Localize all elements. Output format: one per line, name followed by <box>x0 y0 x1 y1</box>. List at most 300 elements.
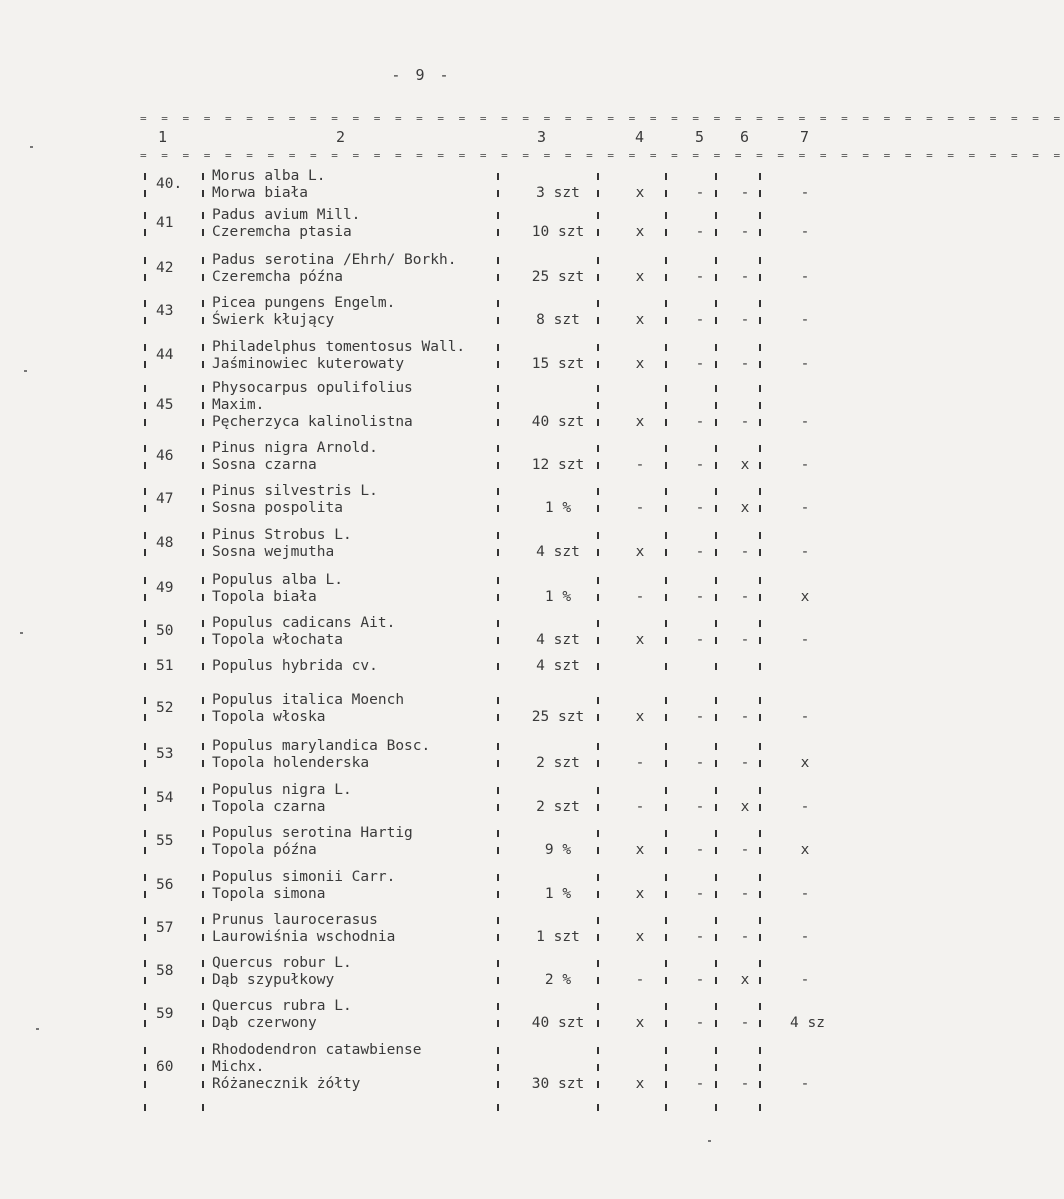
column-separator <box>597 212 599 219</box>
column-separator <box>759 830 761 837</box>
species-names <box>212 998 352 1032</box>
species-name: Quercus rubra L. <box>212 998 352 1014</box>
column-separator <box>144 300 146 307</box>
species-name: Rhododendron catawbiense <box>212 1042 422 1058</box>
column-separator <box>597 274 599 281</box>
column-separator <box>759 1003 761 1010</box>
column-separator <box>759 462 761 469</box>
mark-col-6: - <box>740 886 750 902</box>
column-separator <box>665 505 667 512</box>
column-separator <box>144 462 146 469</box>
column-separator <box>202 663 204 670</box>
quantity: 2 szt <box>536 799 580 815</box>
row-number: 51 <box>156 658 174 674</box>
column-separator <box>759 173 761 180</box>
mark-col-4: x <box>635 886 645 902</box>
column-separator <box>497 787 499 794</box>
species-names <box>212 527 352 561</box>
mark-col-4: - <box>635 755 645 771</box>
mark-col-7: - <box>800 457 810 473</box>
mark-col-7: x <box>800 842 810 858</box>
mark-col-6: - <box>740 544 750 560</box>
column-separator <box>759 1104 761 1111</box>
column-separator <box>497 361 499 368</box>
column-separator <box>202 1020 204 1027</box>
table-row <box>140 912 843 954</box>
species-name: Pinus nigra Arnold. <box>212 440 378 456</box>
column-separator <box>497 637 499 644</box>
column-separator <box>202 505 204 512</box>
column-separator <box>597 317 599 324</box>
species-name: Populus serotina Hartig <box>212 825 413 841</box>
species-name: Czeremcha ptasia <box>212 224 352 240</box>
row-number: 47 <box>156 491 174 507</box>
row-number: 55 <box>156 833 174 849</box>
column-separator <box>144 344 146 351</box>
species-name: Laurowiśnia wschodnia <box>212 929 396 945</box>
mark-col-6: x <box>740 799 750 815</box>
column-separator <box>497 488 499 495</box>
table-row <box>140 168 843 210</box>
column-separator <box>665 594 667 601</box>
column-separator <box>497 385 499 392</box>
column-separator <box>144 874 146 881</box>
species-name: Topola holenderska <box>212 755 370 771</box>
column-separator <box>144 697 146 704</box>
species-name: Pinus silvestris L. <box>212 483 378 499</box>
species-names <box>212 615 395 649</box>
header-col-3: 3 <box>537 128 547 146</box>
species-name: Dąb czerwony <box>212 1015 317 1031</box>
column-separator <box>144 1081 146 1088</box>
column-separator <box>597 1020 599 1027</box>
column-separator <box>202 804 204 811</box>
mark-col-7: - <box>800 500 810 516</box>
column-separator <box>202 1047 204 1054</box>
row-number: 58 <box>156 963 174 979</box>
column-separator <box>715 1081 717 1088</box>
column-separator <box>144 212 146 219</box>
mark-col-7: - <box>800 414 810 430</box>
mark-col-4: x <box>635 929 645 945</box>
column-separator <box>665 173 667 180</box>
row-number: 54 <box>156 790 174 806</box>
table-row <box>140 782 843 824</box>
mark-col-4: - <box>635 457 645 473</box>
column-separator <box>759 874 761 881</box>
scan-speck <box>36 1028 39 1030</box>
species-name: Sosna czarna <box>212 457 317 473</box>
column-separator <box>759 505 761 512</box>
column-separator <box>665 274 667 281</box>
mark-col-6: - <box>740 312 750 328</box>
column-separator <box>759 714 761 721</box>
column-separator <box>144 804 146 811</box>
column-separator <box>665 300 667 307</box>
column-separator <box>497 577 499 584</box>
quantity: 40 szt <box>531 1015 585 1031</box>
column-separator <box>497 620 499 627</box>
species-name: Topola włoska <box>212 709 326 725</box>
column-separator <box>759 317 761 324</box>
quantity: 25 szt <box>531 269 585 285</box>
column-separator <box>715 594 717 601</box>
quantity: 4 szt <box>536 544 580 560</box>
column-separator <box>202 462 204 469</box>
mark-col-4: x <box>635 1076 645 1092</box>
species-names <box>212 782 352 816</box>
species-name: Morwa biała <box>212 185 309 201</box>
column-separator <box>715 229 717 236</box>
scan-speck <box>24 370 27 372</box>
column-separator <box>715 462 717 469</box>
column-separator <box>665 697 667 704</box>
scan-speck <box>20 632 23 634</box>
species-name: Populus alba L. <box>212 572 343 588</box>
column-separator <box>715 830 717 837</box>
column-separator <box>597 1003 599 1010</box>
column-separator <box>715 190 717 197</box>
column-separator <box>759 257 761 264</box>
column-separator <box>597 1064 599 1071</box>
column-separator <box>715 1020 717 1027</box>
column-separator <box>715 874 717 881</box>
quantity: 15 szt <box>531 356 585 372</box>
column-separator <box>144 743 146 750</box>
column-separator <box>715 274 717 281</box>
mark-col-5: - <box>695 632 705 648</box>
column-separator <box>597 257 599 264</box>
mark-col-6: - <box>740 356 750 372</box>
column-separator <box>497 344 499 351</box>
column-separator <box>715 317 717 324</box>
column-separator <box>715 960 717 967</box>
mark-col-6: x <box>740 500 750 516</box>
column-separator <box>715 934 717 941</box>
column-separator <box>715 847 717 854</box>
column-separator <box>144 577 146 584</box>
column-separator <box>715 1047 717 1054</box>
column-separator <box>202 847 204 854</box>
column-separator <box>497 173 499 180</box>
column-separator <box>665 488 667 495</box>
table-row <box>140 738 843 780</box>
column-separator <box>715 300 717 307</box>
quantity: 9 % <box>544 842 572 858</box>
column-separator <box>202 173 204 180</box>
header-top-rule: = = = = = = = = = = = = = = = = = = = = = = = = = = = = = = = = = = = = = = = = = = = = <box>140 112 1064 125</box>
table-row <box>140 572 843 614</box>
column-separator <box>665 385 667 392</box>
table-row <box>140 615 843 657</box>
column-separator <box>665 577 667 584</box>
table-row <box>140 825 843 867</box>
column-separator <box>759 697 761 704</box>
quantity: 25 szt <box>531 709 585 725</box>
column-separator <box>144 594 146 601</box>
column-separator <box>497 977 499 984</box>
scan-speck <box>30 146 33 148</box>
row-number: 56 <box>156 877 174 893</box>
mark-col-4: x <box>635 185 645 201</box>
column-separator <box>202 300 204 307</box>
mark-col-6: - <box>740 842 750 858</box>
column-separator <box>759 1020 761 1027</box>
column-separator <box>144 714 146 721</box>
mark-col-7: - <box>800 544 810 560</box>
mark-col-7: - <box>800 312 810 328</box>
mark-col-6: - <box>740 269 750 285</box>
column-separator <box>497 594 499 601</box>
column-separator <box>202 594 204 601</box>
column-separator <box>597 300 599 307</box>
mark-col-5: - <box>695 224 705 240</box>
column-separator <box>144 274 146 281</box>
column-separator <box>144 917 146 924</box>
quantity: 1 szt <box>536 929 580 945</box>
column-separator <box>497 300 499 307</box>
column-separator <box>759 274 761 281</box>
row-number: 40. <box>156 176 183 192</box>
column-separator <box>202 1104 204 1111</box>
column-separator <box>665 532 667 539</box>
table-row <box>140 207 843 249</box>
column-separator <box>665 1064 667 1071</box>
mark-col-5: - <box>695 589 705 605</box>
column-separator <box>759 787 761 794</box>
mark-col-5: - <box>695 312 705 328</box>
column-separator <box>202 977 204 984</box>
header-col-7: 7 <box>800 128 810 146</box>
column-separator <box>665 830 667 837</box>
row-number: 49 <box>156 580 174 596</box>
mark-col-7: - <box>800 972 810 988</box>
column-separator <box>597 385 599 392</box>
quantity: 8 szt <box>536 312 580 328</box>
column-separator <box>597 874 599 881</box>
column-separator <box>202 874 204 881</box>
row-number: 59 <box>156 1006 174 1022</box>
mark-col-5: - <box>695 886 705 902</box>
table-row <box>140 380 843 439</box>
column-separator <box>715 663 717 670</box>
column-separator <box>759 1047 761 1054</box>
column-separator <box>144 532 146 539</box>
column-separator <box>597 1081 599 1088</box>
species-names <box>212 339 465 373</box>
column-separator <box>202 445 204 452</box>
column-separator <box>665 1104 667 1111</box>
column-separator <box>597 173 599 180</box>
mark-col-5: - <box>695 842 705 858</box>
column-separator <box>759 229 761 236</box>
column-separator <box>715 1003 717 1010</box>
column-separator <box>202 419 204 426</box>
column-separator <box>497 960 499 967</box>
species-name: Physocarpus opulifolius <box>212 380 413 396</box>
column-separator <box>597 577 599 584</box>
species-names <box>212 168 326 202</box>
quantity: 10 szt <box>531 224 585 240</box>
column-separator <box>715 212 717 219</box>
quantity: 2 % <box>544 972 572 988</box>
column-separator <box>715 891 717 898</box>
column-separator <box>597 1047 599 1054</box>
column-separator <box>759 934 761 941</box>
column-separator <box>665 874 667 881</box>
column-separator <box>597 960 599 967</box>
mark-col-5: - <box>695 356 705 372</box>
table-row <box>140 339 843 381</box>
column-separator <box>202 760 204 767</box>
species-name: Populus simonii Carr. <box>212 869 396 885</box>
column-separator <box>497 714 499 721</box>
column-separator <box>202 1064 204 1071</box>
mark-col-5: - <box>695 544 705 560</box>
mark-col-6: - <box>740 1076 750 1092</box>
column-separator <box>665 620 667 627</box>
mark-col-7: x <box>800 589 810 605</box>
column-separator <box>665 257 667 264</box>
species-name: Topola simona <box>212 886 326 902</box>
column-separator <box>497 847 499 854</box>
column-separator <box>144 317 146 324</box>
mark-col-7: - <box>800 1076 810 1092</box>
column-separator <box>715 344 717 351</box>
mark-col-7: - <box>800 269 810 285</box>
mark-col-4: x <box>635 224 645 240</box>
row-number: 41 <box>156 215 174 231</box>
column-separator <box>597 344 599 351</box>
column-separator <box>597 594 599 601</box>
mark-col-4: x <box>635 1015 645 1031</box>
column-separator <box>715 419 717 426</box>
column-separator <box>715 743 717 750</box>
column-separator <box>497 1064 499 1071</box>
column-separator <box>497 663 499 670</box>
column-separator <box>759 663 761 670</box>
column-separator <box>597 549 599 556</box>
column-separator <box>497 891 499 898</box>
mark-col-6: x <box>740 457 750 473</box>
column-separator <box>144 977 146 984</box>
mark-col-4: x <box>635 842 645 858</box>
column-separator <box>497 874 499 881</box>
row-number: 53 <box>156 746 174 762</box>
quantity: 2 szt <box>536 755 580 771</box>
column-separator <box>759 977 761 984</box>
quantity: 1 % <box>544 886 572 902</box>
row-number: 50 <box>156 623 174 639</box>
column-separator <box>759 620 761 627</box>
column-separator <box>759 419 761 426</box>
quantity: 4 szt <box>536 632 580 648</box>
species-name: Michx. <box>212 1059 265 1075</box>
column-separator <box>497 419 499 426</box>
species-name: Dąb szypułkowy <box>212 972 335 988</box>
mark-col-7: 4 sz <box>790 1015 825 1031</box>
column-separator <box>497 505 499 512</box>
mark-col-7: - <box>800 886 810 902</box>
column-separator <box>144 934 146 941</box>
column-separator <box>144 385 146 392</box>
species-name: Padus serotina /Ehrh/ Borkh. <box>212 252 457 268</box>
header-col-1: 1 <box>158 128 168 146</box>
species-name: Sosna pospolita <box>212 500 343 516</box>
column-separator <box>597 190 599 197</box>
species-name: Sosna wejmutha <box>212 544 335 560</box>
header-bottom-rule: = = = = = = = = = = = = = = = = = = = = = = = = = = = = = = = = = = = = = = = = = = = = <box>140 149 1064 162</box>
column-separator <box>202 960 204 967</box>
column-separator <box>665 344 667 351</box>
column-separator <box>665 317 667 324</box>
column-separator <box>759 847 761 854</box>
species-name: Topola późna <box>212 842 317 858</box>
column-separator <box>759 1064 761 1071</box>
species-names <box>212 572 343 606</box>
column-separator <box>665 361 667 368</box>
column-separator <box>715 1104 717 1111</box>
row-number: 57 <box>156 920 174 936</box>
mark-col-5: - <box>695 1015 705 1031</box>
table-row <box>140 252 843 294</box>
column-separator <box>144 505 146 512</box>
column-separator <box>202 532 204 539</box>
column-separator <box>759 743 761 750</box>
column-separator <box>759 577 761 584</box>
mark-col-4: x <box>635 269 645 285</box>
quantity: 4 szt <box>536 658 580 674</box>
table-row <box>140 955 843 997</box>
mark-col-4: x <box>635 312 645 328</box>
column-separator <box>759 300 761 307</box>
mark-col-4: x <box>635 356 645 372</box>
column-separator <box>144 257 146 264</box>
row-number: 52 <box>156 700 174 716</box>
mark-col-4: x <box>635 544 645 560</box>
column-separator <box>597 760 599 767</box>
mark-col-4: - <box>635 799 645 815</box>
column-separator <box>497 257 499 264</box>
column-separator <box>497 549 499 556</box>
column-separator <box>144 663 146 670</box>
column-separator <box>759 190 761 197</box>
column-separator <box>759 594 761 601</box>
column-separator <box>144 787 146 794</box>
header-col-5: 5 <box>695 128 705 146</box>
column-separator <box>202 402 204 409</box>
row-number: 42 <box>156 260 174 276</box>
column-separator <box>665 1081 667 1088</box>
mark-col-5: - <box>695 1076 705 1092</box>
species-names <box>212 955 352 989</box>
column-separator <box>202 891 204 898</box>
table-row <box>140 440 843 482</box>
mark-col-4: x <box>635 632 645 648</box>
column-separator <box>597 743 599 750</box>
column-separator <box>497 317 499 324</box>
column-separator <box>715 1064 717 1071</box>
column-separator <box>497 462 499 469</box>
column-separator <box>144 637 146 644</box>
quantity: 12 szt <box>531 457 585 473</box>
mark-col-7: x <box>800 755 810 771</box>
column-separator <box>759 549 761 556</box>
species-names <box>212 738 430 772</box>
quantity: 30 szt <box>531 1076 585 1092</box>
column-separator <box>497 830 499 837</box>
column-separator <box>597 663 599 670</box>
